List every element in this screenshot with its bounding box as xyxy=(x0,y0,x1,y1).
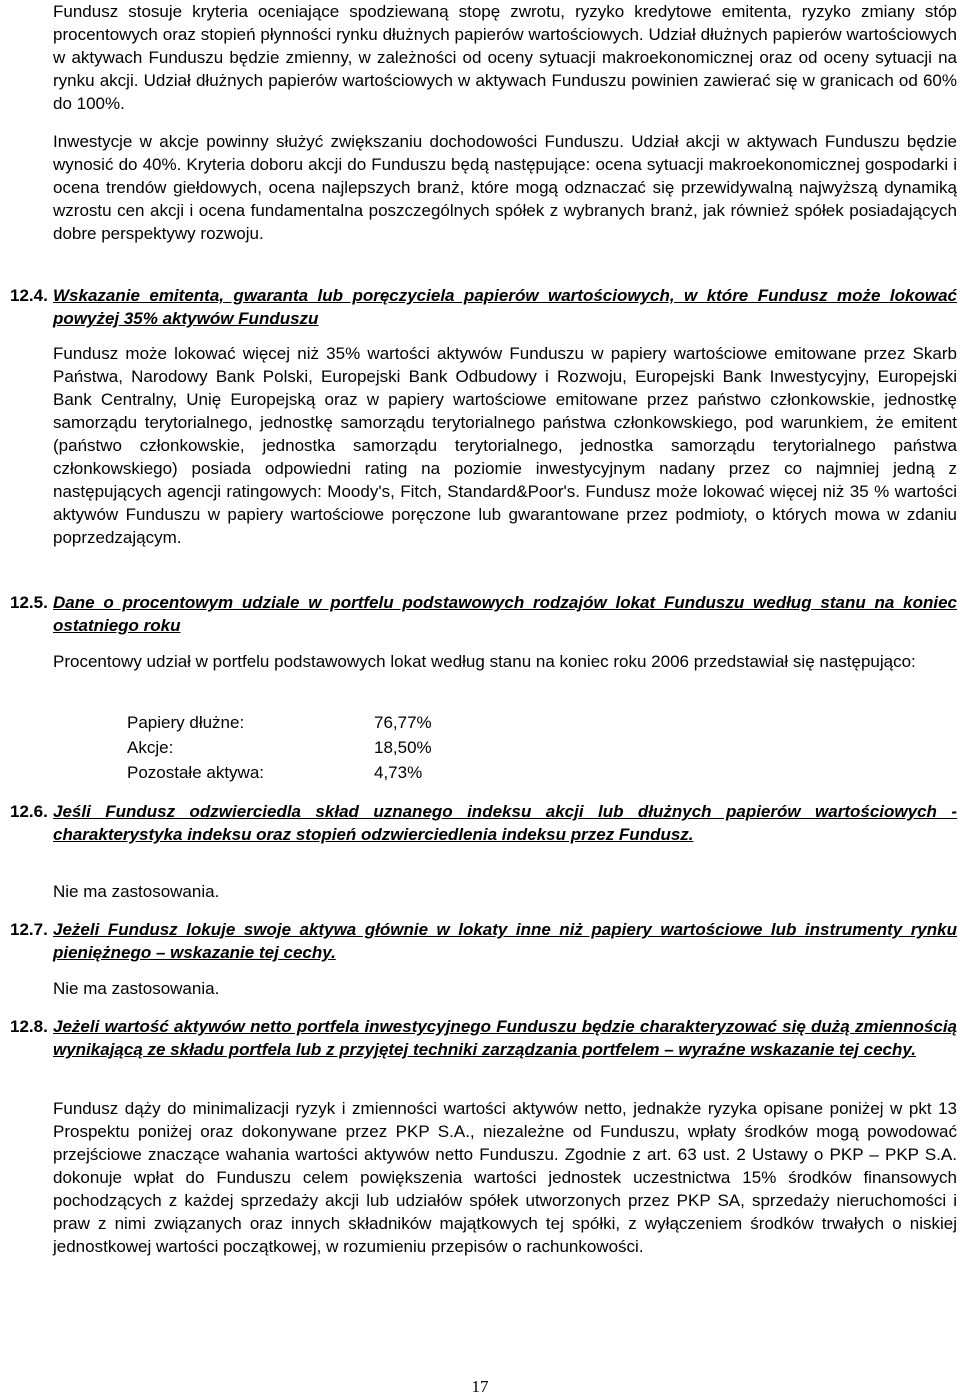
section-number: 12.6. xyxy=(10,802,48,821)
table-row xyxy=(127,710,454,735)
paragraph-not-applicable: Nie ma zastosowania. xyxy=(53,979,220,998)
section-12-7-heading xyxy=(10,918,957,964)
section-title: Jeśli Fundusz odzwierciedla skład uznanego indeksu akcji lub dłużnych papierów wartościowych - charakterystyka indeksu oraz stopień odzwierciedlenia indeksu przez Fundusz. xyxy=(53,802,957,844)
row-value: 4,73% xyxy=(374,763,423,782)
paragraph-equity-criteria: Inwestycje w akcje powinny służyć zwiększaniu dochodowości Funduszu. Udział akcji w aktywach Funduszu będzie wynosić do 40%. Kryteria doboru akcji do Funduszu będą następujące: ocena sytuacji makroekonomicznej gospodarki i ocena trendów giełdowych, ocena najlepszych branż, które mogą odznaczać się przewidywalną najwyższą dynamiką wzrostu cen akcji i ocena fundamentalna poszczególnych spółek z wybranych branż, jak również spółek posiadających dobre perspektywy rozwoju. xyxy=(53,132,957,243)
section-12-8-heading xyxy=(10,1015,957,1061)
section-number: 12.5. xyxy=(10,593,48,612)
portfolio-table xyxy=(127,710,454,785)
section-12-6-heading xyxy=(10,800,957,846)
row-value: 18,50% xyxy=(374,738,432,757)
page-number: 17 xyxy=(471,1377,489,1396)
table-row xyxy=(127,760,454,785)
row-label: Pozostałe aktywa: xyxy=(127,763,265,782)
section-number: 12.4. xyxy=(10,286,48,305)
paragraph-portfolio-intro: Procentowy udział w portfelu podstawowych lokat według stanu na koniec roku 2006 przedstawiał się następująco: xyxy=(53,652,916,671)
section-number: 12.8. xyxy=(10,1017,48,1036)
paragraph-debt-criteria: Fundusz stosuje kryteria oceniające spodziewaną stopę zwrotu, ryzyko kredytowe emitenta, ryzyko zmiany stóp procentowych oraz stopień płynności rynku dłużnych papierów wartościowych. Udział dłużnych papierów wartościowych w aktywach Funduszu będzie zmienny, w zależności od oceny sytuacji makroekonomicznej oraz od oceny sytuacji na rynku akcji. Udział dłużnych papierów wartościowych w aktywach Funduszu powinien zawierać się w granicach od 60% do 100%. xyxy=(53,2,957,113)
section-12-5-heading xyxy=(10,591,957,637)
section-number: 12.7. xyxy=(10,920,48,939)
section-title: Wskazanie emitenta, gwaranta lub poręczyciela papierów wartościowych, w które Fundusz może lokować powyżej 35% aktywów Funduszu xyxy=(53,286,957,328)
paragraph-issuers: Fundusz może lokować więcej niż 35% wartości aktywów Funduszu w papiery wartościowe emitowane przez Skarb Państwa, Narodowy Bank Polski, Europejski Bank Odbudowy i Rozwoju, Europejski Bank Inwestycyjny, Europejski Bank Centralny, Unię Europejską oraz w papiery wartościowe emitowane przez państwo członkowskie, jednostkę samorządu terytorialnego, jednostkę samorządu terytorialnego państwa członkowskiego, pod warunkiem, że emitent (państwo członkowskie, jednostka samorządu terytorialnego, jednostka samorządu terytorialnego państwa członkowskiego) posiada odpowiedni rating na poziomie inwestycyjnym nadany przez co najmniej jedną z następujących agencji ratingowych: Moody's, Fitch, Standard&Poor's. Fundusz może lokować więcej niż 35 % wartości aktywów Funduszu w papiery wartościowe poręczone lub gwarantowane przez podmioty, o których mowa w zdaniu poprzedzającym. xyxy=(53,344,957,547)
row-label: Papiery dłużne: xyxy=(127,713,245,732)
section-title: Jeżeli wartość aktywów netto portfela inwestycyjnego Funduszu będzie charakteryzować się dużą zmiennością wynikającą ze składu portfela lub z przyjętej techniki zarządzania portfelem – wyraźne wskazanie tej cechy. xyxy=(53,1017,957,1059)
section-title: Dane o procentowym udziale w portfelu podstawowych rodzajów lokat Funduszu według stanu na koniec ostatniego roku xyxy=(53,593,957,635)
section-12-4-heading xyxy=(10,284,957,330)
row-label: Akcje: xyxy=(127,738,174,757)
table-row xyxy=(127,735,454,760)
row-value: 76,77% xyxy=(374,713,432,732)
paragraph-volatility: Fundusz dąży do minimalizacji ryzyk i zmienności wartości aktywów netto, jednakże ryzyka opisane poniżej w pkt 13 Prospektu poniżej oraz dokonywane przez PKP S.A., niezależne od Funduszu, wpłaty środków mogą powodować przejściowe znaczące wahania wartości aktywów netto Funduszu. Zgodnie z art. 63 ust. 2 Ustawy o PKP – PKP S.A. dokonuje wpłat do Funduszu celem powiększenia wartości jednostek uczestnictwa 15% środków finansowych pochodzących z każdej sprzedaży akcji lub udziałów spółek utworzonych przez PKP SA, sprzedaży nieruchomości i praw z nimi związanych oraz innych składników majątkowych tej spółki, z wyłączeniem środków trwałych o niskiej jednostkowej wartości początkowej, w rozumieniu przepisów o rachunkowości. xyxy=(53,1099,957,1256)
section-title: Jeżeli Fundusz lokuje swoje aktywa głównie w lokaty inne niż papiery wartościowe lub instrumenty rynku pieniężnego – wskazanie tej cechy. xyxy=(53,920,957,962)
paragraph-not-applicable: Nie ma zastosowania. xyxy=(53,882,220,901)
